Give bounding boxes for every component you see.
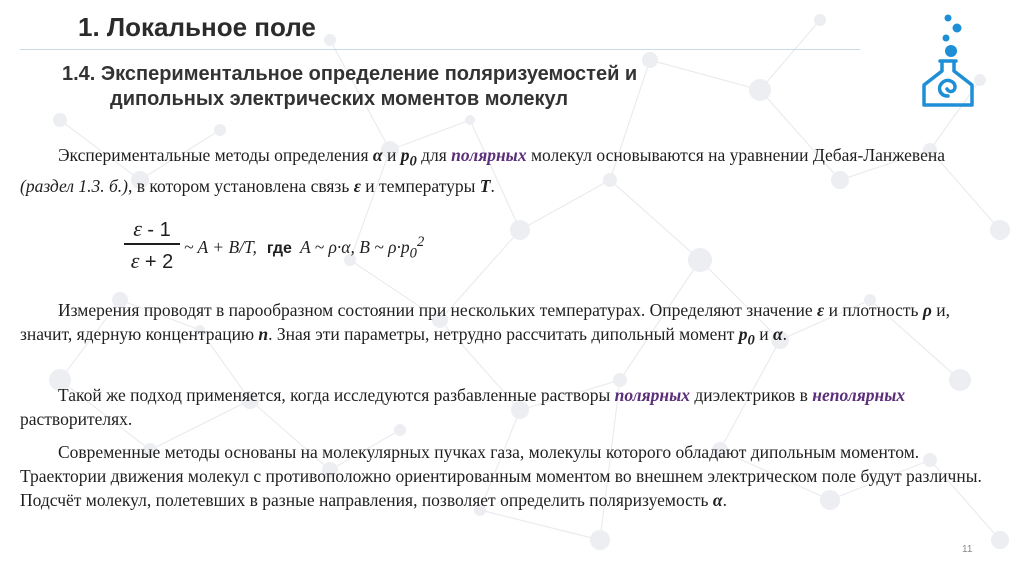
p2-text-6: . xyxy=(782,324,788,344)
alpha-symbol: α xyxy=(712,490,723,510)
subtitle-line-1: 1.4. Экспериментальное определение поляризуемостей и xyxy=(62,63,638,85)
p4-text-2: . xyxy=(722,490,727,510)
relation-subscript: 0 xyxy=(409,245,417,262)
relation-superscript: 2 xyxy=(416,234,425,250)
p2-text-1: Измерения проводят в парообразном состоянии при нескольких температурах. Определяют значение xyxy=(58,300,818,320)
paragraph-molecular-beams xyxy=(20,440,982,512)
slide-title: 1. Локальное поле xyxy=(78,12,316,42)
paragraph-solutions xyxy=(20,383,982,431)
flask-with-spiral-icon xyxy=(918,14,978,110)
p3-text-3: растворителях. xyxy=(20,409,133,429)
concentration-symbol: n xyxy=(258,324,269,344)
p1-text-4: молекул основываются на уравнении Дебая-Ланжевена xyxy=(526,145,945,165)
p0-subscript: 0 xyxy=(409,153,417,170)
epsilon-symbol: ε xyxy=(817,300,825,320)
p1-text-6: и температуры xyxy=(360,175,480,196)
highlight-polar: полярных xyxy=(451,145,527,165)
temperature-symbol: T xyxy=(479,175,491,196)
p2-text-5: и xyxy=(754,324,773,344)
relation-coefficients: A ~ ρ·α, B ~ ρ·p xyxy=(299,236,410,257)
p0-letter: p xyxy=(738,324,748,344)
relation-text: ~ A + B/T, xyxy=(184,236,257,257)
p1-text-1: Экспериментальные методы определения xyxy=(58,145,373,165)
paragraph-debye-langevin xyxy=(20,143,982,198)
rho-symbol: ρ xyxy=(922,300,932,320)
denominator-epsilon: ε xyxy=(130,248,140,273)
p3-text-1: Такой же подход применяется, когда исследуются разбавленные растворы xyxy=(58,385,615,405)
p4-text-1: Современные методы основаны на молекулярных пучках газа, молекулы которого обладают дипольным моментом. Траектории движения молекул с противоположно ориентированным моментом во внешнем электрическом поле будут различны. Подсчёт молекул, полетевших в разные направления, позволяет определить поляризуемость xyxy=(20,442,982,510)
formula-relation xyxy=(184,234,424,262)
title-divider xyxy=(20,49,860,50)
denominator-rest: + 2 xyxy=(139,251,174,273)
p3-text-2: диэлектриков в xyxy=(690,385,813,405)
section-reference: (раздел 1.3. б.) xyxy=(20,175,128,196)
paragraph-measurements xyxy=(20,298,982,353)
dipole-moment-symbol xyxy=(738,324,755,349)
numerator-rest: - 1 xyxy=(141,219,171,241)
p0-letter: p xyxy=(400,145,410,165)
p1-text-2: и xyxy=(382,145,401,165)
page-number: 11 xyxy=(962,544,973,555)
p1-text-3: для xyxy=(416,145,452,165)
formula-denominator xyxy=(122,248,182,274)
where-label: где xyxy=(266,239,292,257)
p1-text-5: , в котором установлена связь xyxy=(127,175,354,196)
highlight-polar: полярных xyxy=(614,385,690,405)
p2-text-4: . Зная эти параметры, нетрудно рассчитать дипольный момент xyxy=(268,324,739,344)
dipole-moment-symbol xyxy=(400,145,417,170)
formula-numerator xyxy=(122,216,182,242)
p2-text-3: и, значит, ядерную концентрацию xyxy=(20,300,951,344)
p0-subscript: 0 xyxy=(747,332,755,349)
epsilon-symbol: ε xyxy=(353,175,361,196)
p2-text-2: и плотность xyxy=(824,300,923,320)
alpha-symbol: α xyxy=(772,324,783,344)
highlight-nonpolar: неполярных xyxy=(812,385,906,405)
numerator-epsilon: ε xyxy=(133,216,142,241)
subtitle-line-2: дипольных электрических моментов молекул xyxy=(110,88,569,110)
alpha-symbol: α xyxy=(372,145,383,165)
fraction-bar xyxy=(124,243,180,245)
slide-subtitle xyxy=(62,62,842,112)
p1-text-7: . xyxy=(490,175,495,196)
